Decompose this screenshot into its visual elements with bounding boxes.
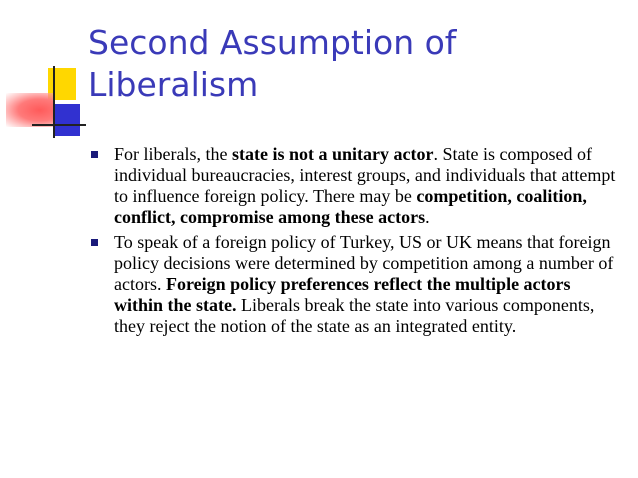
text-run: . State is composed of individual bureaucracies, interest groups, and individuals that attempt to influence foreign policy. There may be <box>114 144 616 206</box>
decor-horizontal-line <box>32 124 86 126</box>
bold-text-run: competition, coalition, conflict, compromise among these actors <box>114 186 587 227</box>
square-bullet-icon <box>91 151 98 158</box>
text-run: Liberals break the state into various components, they reject the notion of the state as an integrated entity. <box>114 295 595 336</box>
bullet-text <box>114 232 613 336</box>
bullet-text <box>114 144 615 227</box>
decor-vertical-line <box>53 66 55 138</box>
bold-text-run: Foreign policy preferences reflect the multiple actors within the state. <box>114 274 571 315</box>
text-run: . <box>425 207 430 227</box>
slide-title: Second Assumption of Liberalism <box>88 23 457 104</box>
text-run: To speak of a foreign policy of Turkey, US or UK means that foreign policy decisions were determined by competition among a number of actors. <box>114 232 614 294</box>
square-bullet-icon <box>91 239 98 246</box>
bullet-item <box>88 232 618 337</box>
decor-red-glow <box>6 93 54 127</box>
bullet-list <box>88 144 618 341</box>
bold-text-run: state is not a unitary actor <box>231 144 434 164</box>
bullet-item <box>88 144 618 228</box>
decor-blue-square <box>54 104 80 136</box>
text-run: For liberals, the <box>114 144 232 164</box>
